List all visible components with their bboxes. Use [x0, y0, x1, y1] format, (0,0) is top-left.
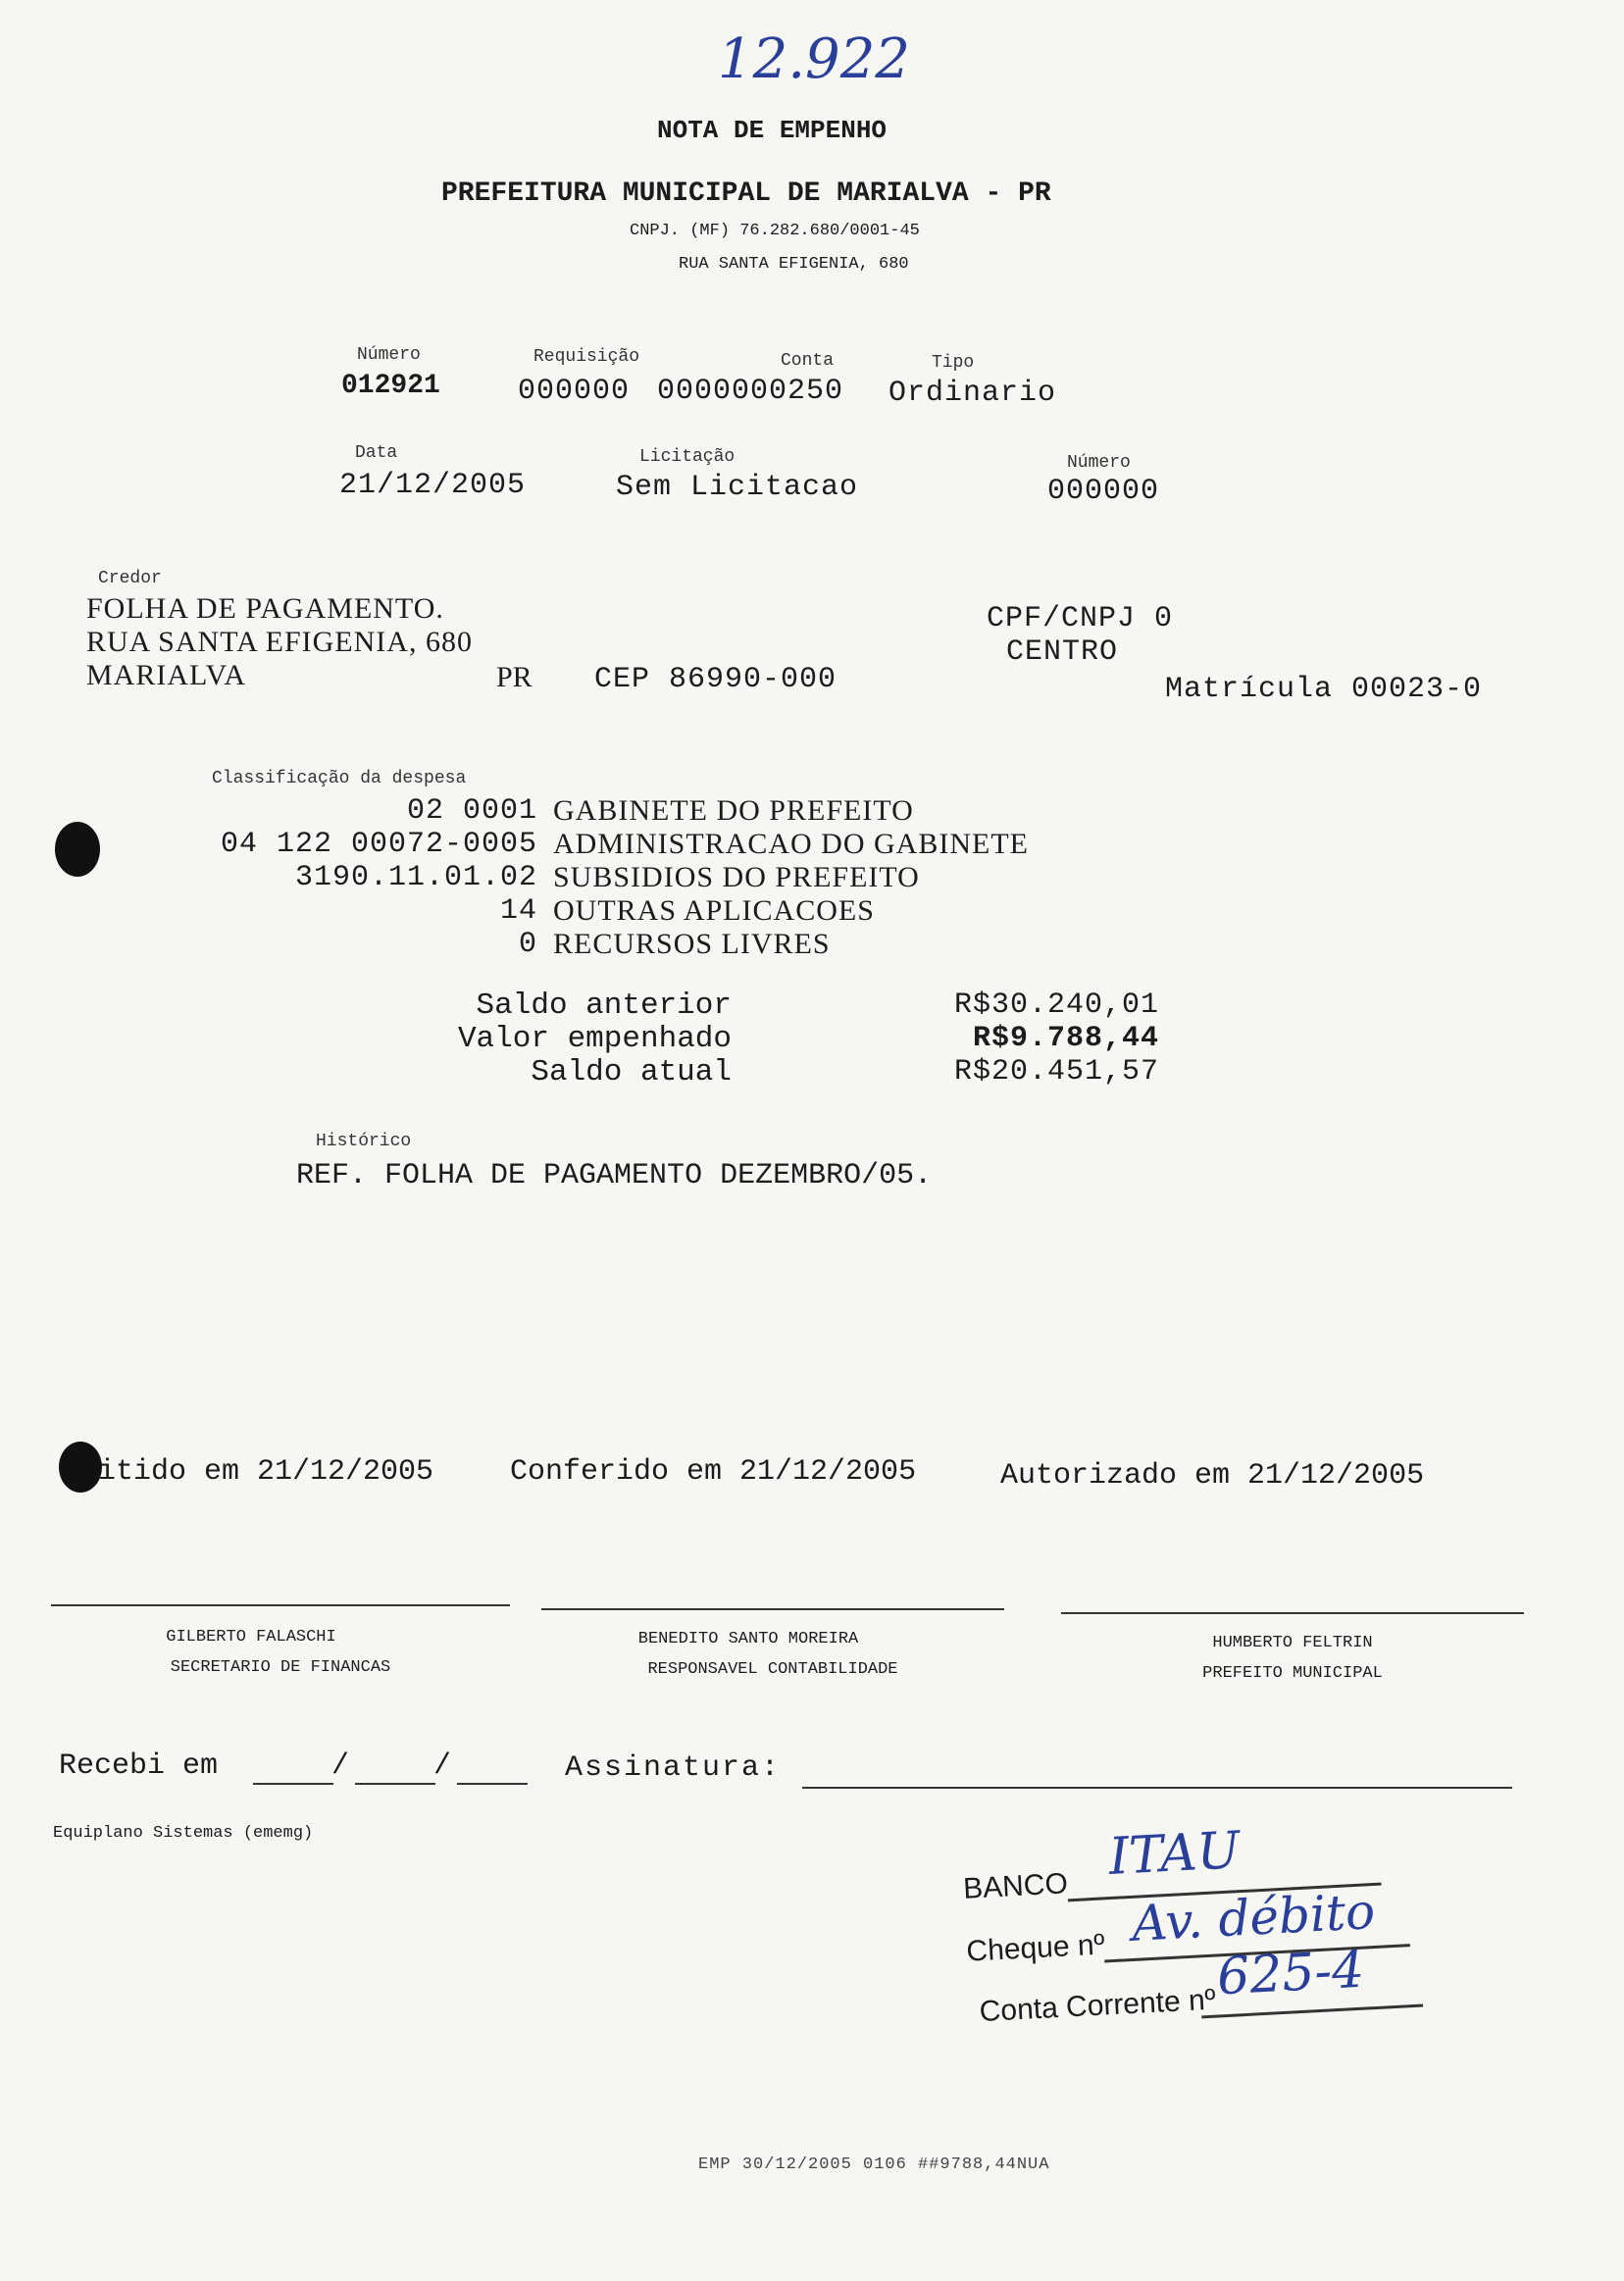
classificacao-code: 0 [518, 928, 537, 961]
valor-empenhado-value: R$9.788,44 [972, 1022, 1159, 1055]
conta-corrente-line [1201, 2004, 1423, 2019]
valor-empenhado-label: Valor empenhado [457, 1022, 732, 1056]
signatory-name: GILBERTO FALASCHI [166, 1628, 336, 1647]
classificacao-row [137, 861, 1118, 894]
classificacao-desc: SUBSIDIOS DO PREFEITO [553, 861, 920, 893]
historico-label: Histórico [316, 1132, 412, 1151]
requisicao-label: Requisição [533, 347, 640, 367]
credor-bairro: CENTRO [1006, 635, 1119, 669]
licitacao-label: Licitação [639, 447, 736, 467]
signatory-role: RESPONSAVEL CONTABILIDADE [647, 1660, 898, 1679]
signature-line [541, 1608, 1004, 1610]
saldos-block [412, 988, 1177, 1089]
signatory-role: SECRETARIO DE FINANCAS [170, 1658, 391, 1677]
signature-block [541, 1630, 1004, 1679]
numero-label: Número [357, 345, 421, 365]
numero2-value: 000000 [1047, 475, 1160, 508]
classificacao-desc: GABINETE DO PREFEITO [553, 794, 914, 827]
classificacao-table [137, 794, 1118, 961]
credor-cpf-cnpj: CPF/CNPJ 0 [987, 602, 1174, 635]
conferido-date: Conferido em 21/12/2005 [510, 1455, 917, 1489]
signature-block [51, 1628, 510, 1677]
classificacao-row [137, 828, 1118, 861]
issuer-address: RUA SANTA EFIGENIA, 680 [679, 255, 909, 274]
conta-corrente-label: Conta Corrente nº [978, 1983, 1217, 2029]
signature-line [1061, 1612, 1524, 1614]
credor-name: FOLHA DE PAGAMENTO. [86, 592, 444, 625]
saldo-atual-value: R$20.451,57 [953, 1055, 1159, 1089]
recebi-year-blank[interactable] [457, 1783, 528, 1785]
credor-cep: CEP 86990-000 [594, 663, 837, 696]
bank-stamp [959, 1786, 1440, 2029]
tipo-value: Ordinario [888, 377, 1057, 410]
handwritten-number: 12.922 [718, 27, 910, 91]
numero-value: 012921 [341, 371, 440, 401]
requisicao-value: 000000 [518, 375, 631, 408]
credor-label: Credor [98, 569, 162, 588]
bank-authentication-print: EMP 30/12/2005 0106 ##9788,44NUA [698, 2155, 1050, 2174]
data-value: 21/12/2005 [339, 469, 527, 502]
recebi-day-blank[interactable] [253, 1783, 333, 1785]
issuer-cnpj: CNPJ. (MF) 76.282.680/0001-45 [630, 222, 920, 240]
signatory-name: BENEDITO SANTO MOREIRA [637, 1630, 859, 1648]
credor-matricula: Matrícula 00023-0 [1165, 673, 1483, 706]
software-credit: Equiplano Sistemas (ememg) [53, 1824, 314, 1843]
classificacao-code: 14 [499, 894, 537, 928]
tipo-label: Tipo [932, 353, 975, 373]
banco-value: ITAU [1107, 1821, 1242, 1888]
recebi-label: Recebi em [59, 1749, 219, 1783]
credor-street: RUA SANTA EFIGENIA, 680 [86, 626, 473, 658]
cheque-label: Cheque nº [965, 1928, 1106, 1968]
signature-block [1061, 1634, 1524, 1683]
saldo-atual-row [412, 1055, 1177, 1089]
document-title: NOTA DE EMPENHO [657, 116, 888, 145]
classificacao-row [137, 794, 1118, 828]
signature-line [51, 1604, 510, 1606]
saldo-anterior-label: Saldo anterior [476, 988, 732, 1023]
signatory-name: HUMBERTO FELTRIN [1212, 1634, 1373, 1652]
credor-state: PR [496, 661, 533, 693]
numero2-label: Número [1067, 453, 1131, 473]
conta-value: 0000000250 [657, 375, 844, 408]
classificacao-label: Classificação da despesa [212, 769, 467, 788]
classificacao-code: 04 122 00072-0005 [220, 828, 537, 861]
conta-label: Conta [781, 351, 835, 371]
conta-corrente-value: 625-4 [1215, 1940, 1366, 2007]
saldo-anterior-row [412, 988, 1177, 1022]
autorizado-date: Autorizado em 21/12/2005 [1000, 1459, 1425, 1493]
data-label: Data [355, 443, 398, 463]
classificacao-desc: RECURSOS LIVRES [553, 928, 831, 960]
classificacao-desc: OUTRAS APLICACOES [553, 894, 875, 927]
recebi-month-blank[interactable] [355, 1783, 435, 1785]
valor-empenhado-row [412, 1022, 1177, 1055]
classificacao-code: 3190.11.01.02 [294, 861, 537, 894]
banco-label: BANCO [962, 1867, 1069, 1905]
licitacao-value: Sem Licitacao [616, 471, 859, 504]
punch-hole-mark [59, 1442, 102, 1493]
cheque-value: Av. débito [1130, 1882, 1377, 1952]
saldo-atual-label: Saldo atual [531, 1055, 732, 1090]
punch-hole-mark [55, 822, 100, 877]
recebi-slash: / [331, 1749, 350, 1783]
signatory-role: PREFEITO MUNICIPAL [1202, 1664, 1383, 1683]
classificacao-row [137, 894, 1118, 928]
classificacao-desc: ADMINISTRACAO DO GABINETE [553, 828, 1029, 860]
recebi-slash: / [433, 1749, 452, 1783]
assinatura-label: Assinatura: [565, 1751, 782, 1785]
classificacao-row [137, 928, 1118, 961]
saldo-anterior-value: R$30.240,01 [953, 988, 1159, 1022]
credor-city: MARIALVA [86, 659, 247, 691]
classificacao-code: 02 0001 [406, 794, 537, 828]
emitido-date: itido em 21/12/2005 [98, 1455, 434, 1489]
historico-text: REF. FOLHA DE PAGAMENTO DEZEMBRO/05. [296, 1159, 933, 1192]
issuer-name: PREFEITURA MUNICIPAL DE MARIALVA - PR [441, 178, 1051, 209]
